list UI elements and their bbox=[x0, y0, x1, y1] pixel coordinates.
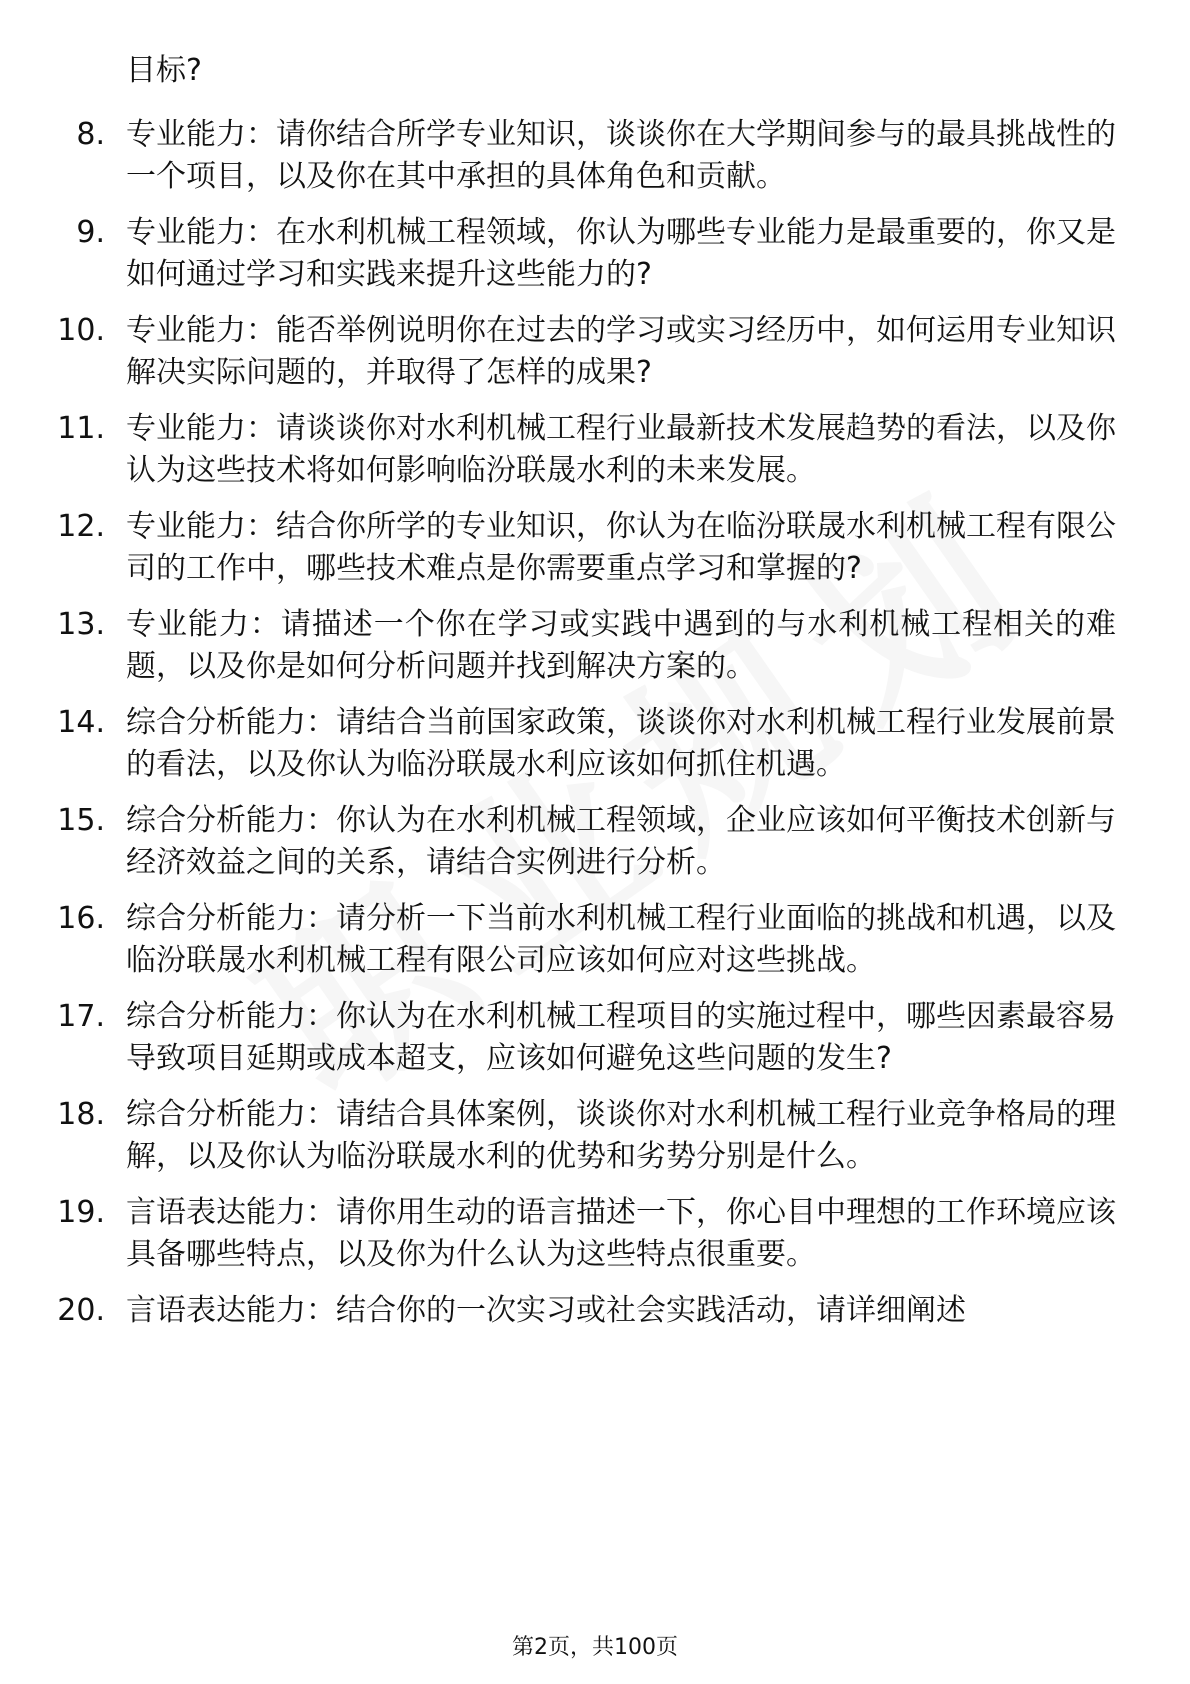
item-text: 综合分析能力：你认为在水利机械工程项目的实施过程中，哪些因素最容易导致项目延期或成本超支，应该如何避免这些问题的发生? bbox=[126, 999, 1116, 1076]
list-item bbox=[0, 898, 1190, 982]
item-text: 专业能力：请谈谈你对水利机械工程行业最新技术发展趋势的看法，以及你认为这些技术将如何影响临汾联晟水利的未来发展。 bbox=[126, 411, 1116, 488]
list-item bbox=[0, 996, 1190, 1080]
continued-text: 目标? bbox=[126, 53, 202, 88]
item-number: 19. bbox=[57, 1195, 105, 1230]
item-text: 综合分析能力：请结合当前国家政策，谈谈你对水利机械工程行业发展前景的看法，以及你认为临汾联晟水利应该如何抓住机遇。 bbox=[126, 705, 1116, 782]
list-item bbox=[0, 604, 1190, 688]
item-number: 13. bbox=[57, 607, 105, 642]
item-number: 16. bbox=[57, 901, 105, 936]
item-number: 8. bbox=[76, 117, 105, 152]
list-item bbox=[0, 800, 1190, 884]
item-number: 17. bbox=[57, 999, 105, 1034]
item-number: 15. bbox=[57, 803, 105, 838]
item-text: 专业能力：请你结合所学专业知识，谈谈你在大学期间参与的最具挑战性的一个项目，以及你在其中承担的具体角色和贡献。 bbox=[126, 117, 1116, 194]
item-text: 言语表达能力：结合你的一次实习或社会实践活动，请详细阐述 bbox=[126, 1293, 966, 1328]
item-number: 11. bbox=[57, 411, 105, 446]
question-list bbox=[0, 114, 1190, 1346]
item-number: 12. bbox=[57, 509, 105, 544]
item-text: 综合分析能力：请分析一下当前水利机械工程行业面临的挑战和机遇，以及临汾联晟水利机械工程有限公司应该如何应对这些挑战。 bbox=[126, 901, 1116, 978]
item-text: 综合分析能力：你认为在水利机械工程领域，企业应该如何平衡技术创新与经济效益之间的关系，请结合实例进行分析。 bbox=[126, 803, 1116, 880]
list-item bbox=[0, 310, 1190, 394]
item-text: 综合分析能力：请结合具体案例，谈谈你对水利机械工程行业竞争格局的理解，以及你认为临汾联晟水利的优势和劣势分别是什么。 bbox=[126, 1097, 1116, 1174]
item-text: 专业能力：结合你所学的专业知识，你认为在临汾联晟水利机械工程有限公司的工作中，哪些技术难点是你需要重点学习和掌握的? bbox=[126, 509, 1116, 586]
list-item bbox=[0, 212, 1190, 296]
list-item bbox=[0, 408, 1190, 492]
list-item bbox=[0, 1192, 1190, 1276]
item-number: 9. bbox=[76, 215, 105, 250]
item-text: 言语表达能力：请你用生动的语言描述一下，你心目中理想的工作环境应该具备哪些特点，以及你为什么认为这些特点很重要。 bbox=[126, 1195, 1116, 1272]
item-number: 20. bbox=[57, 1293, 105, 1328]
page-number-footer: 第2页，共100页 bbox=[512, 1635, 678, 1660]
list-item bbox=[0, 1094, 1190, 1178]
list-item bbox=[0, 1290, 1190, 1332]
item-text: 专业能力：在水利机械工程领域，你认为哪些专业能力是最重要的，你又是如何通过学习和实践来提升这些能力的? bbox=[126, 215, 1116, 292]
item-text: 专业能力：请描述一个你在学习或实践中遇到的与水利机械工程相关的难题，以及你是如何分析问题并找到解决方案的。 bbox=[126, 607, 1116, 684]
list-item bbox=[0, 702, 1190, 786]
list-item bbox=[0, 506, 1190, 590]
item-number: 18. bbox=[57, 1097, 105, 1132]
list-item bbox=[0, 114, 1190, 198]
item-number: 14. bbox=[57, 705, 105, 740]
item-text: 专业能力：能否举例说明你在过去的学习或实习经历中，如何运用专业知识解决实际问题的，并取得了怎样的成果? bbox=[126, 313, 1116, 390]
item-number: 10. bbox=[57, 313, 105, 348]
